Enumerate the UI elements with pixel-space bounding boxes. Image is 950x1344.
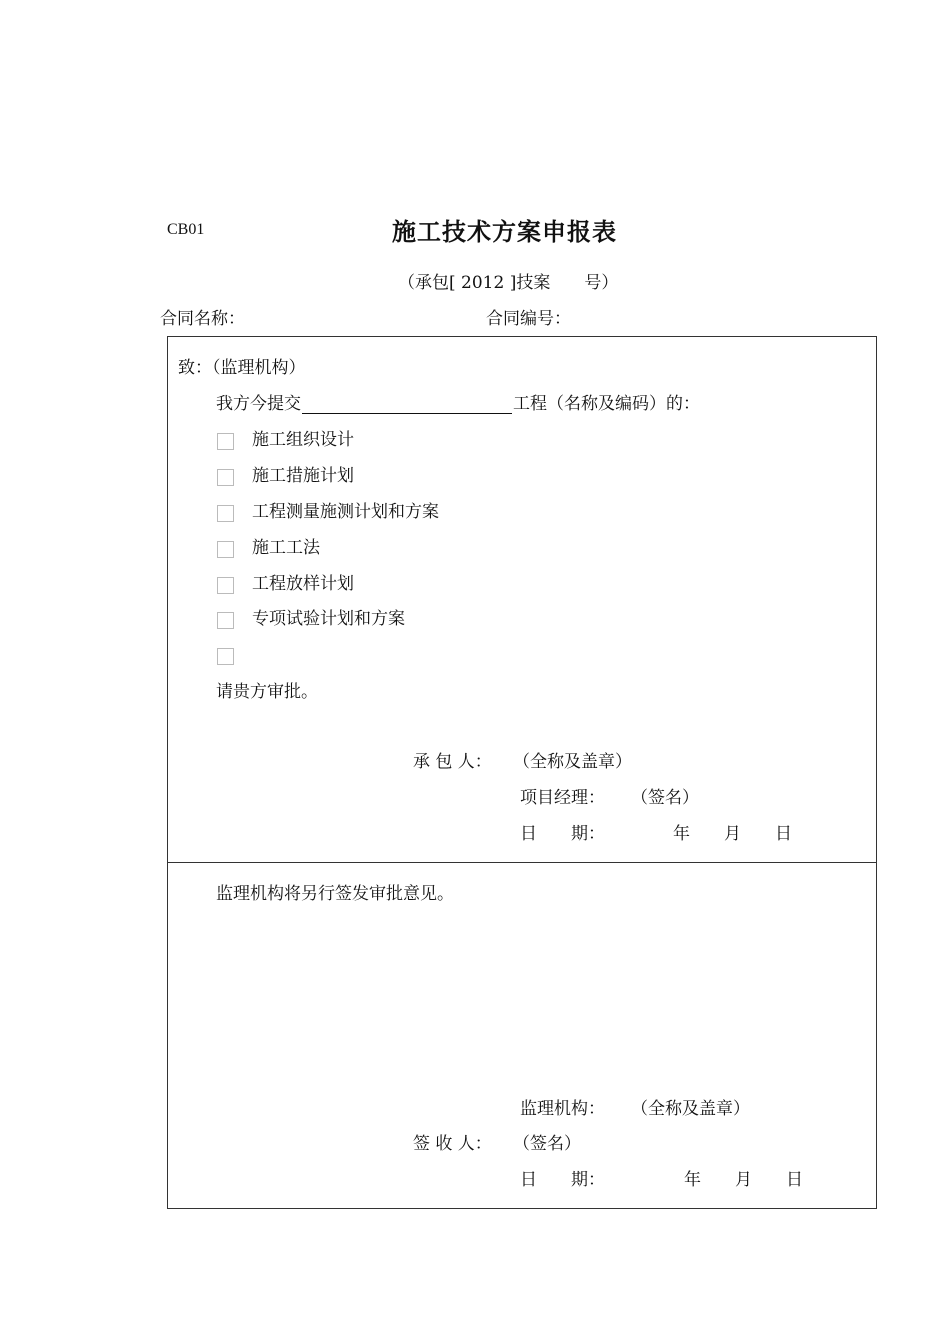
checkbox-special-test-plan[interactable] [217,612,234,629]
receipt-date-value: 年 月 日 [684,1170,803,1190]
checkbox-other[interactable] [217,648,234,665]
approval-note: 监理机构将另行签发审批意见。 [216,884,454,904]
addressee-line: 致：（监理机构） [178,358,306,378]
contractor-value: （全称及盖章） [513,752,632,772]
form-code: CB01 [167,221,205,238]
option-label: 施工措施计划 [252,466,354,486]
form-number: （承包[ 2012 ]技案 号） [398,273,619,293]
checkbox-construction-design[interactable] [217,433,234,450]
submit-prefix: 我方今提交 [216,394,301,414]
project-name-blank[interactable] [302,395,512,414]
checkbox-survey-plan[interactable] [217,505,234,522]
supervision-agency-value: （全称及盖章） [631,1099,750,1119]
date-label: 日 期： [520,824,605,844]
project-manager-label: 项目经理： [520,788,605,808]
project-manager-value: （签名） [631,788,699,808]
submit-line [216,389,700,414]
submit-suffix: 工程（名称及编码）的： [513,394,700,414]
option-label: 专项试验计划和方案 [252,609,405,629]
receiver-value: （签名） [513,1134,581,1154]
section-divider [167,862,877,863]
date-value: 年 月 日 [673,824,792,844]
option-label: 施工组织设计 [252,430,354,450]
checkbox-construction-method[interactable] [217,541,234,558]
receiver-label: 签 收 人： [413,1134,492,1154]
request-text: 请贵方审批。 [216,682,318,702]
checkbox-layout-plan[interactable] [217,577,234,594]
receipt-date-label: 日 期： [520,1170,605,1190]
option-label: 施工工法 [252,538,320,558]
contract-name-label: 合同名称： [160,309,245,329]
supervision-agency-label: 监理机构： [520,1099,605,1119]
page-title: 施工技术方案申报表 [392,218,617,246]
option-label: 工程放样计划 [252,574,354,594]
checkbox-construction-measures[interactable] [217,469,234,486]
contractor-label: 承 包 人： [413,752,492,772]
option-label: 工程测量施测计划和方案 [252,502,439,522]
contract-number-label: 合同编号： [486,309,571,329]
